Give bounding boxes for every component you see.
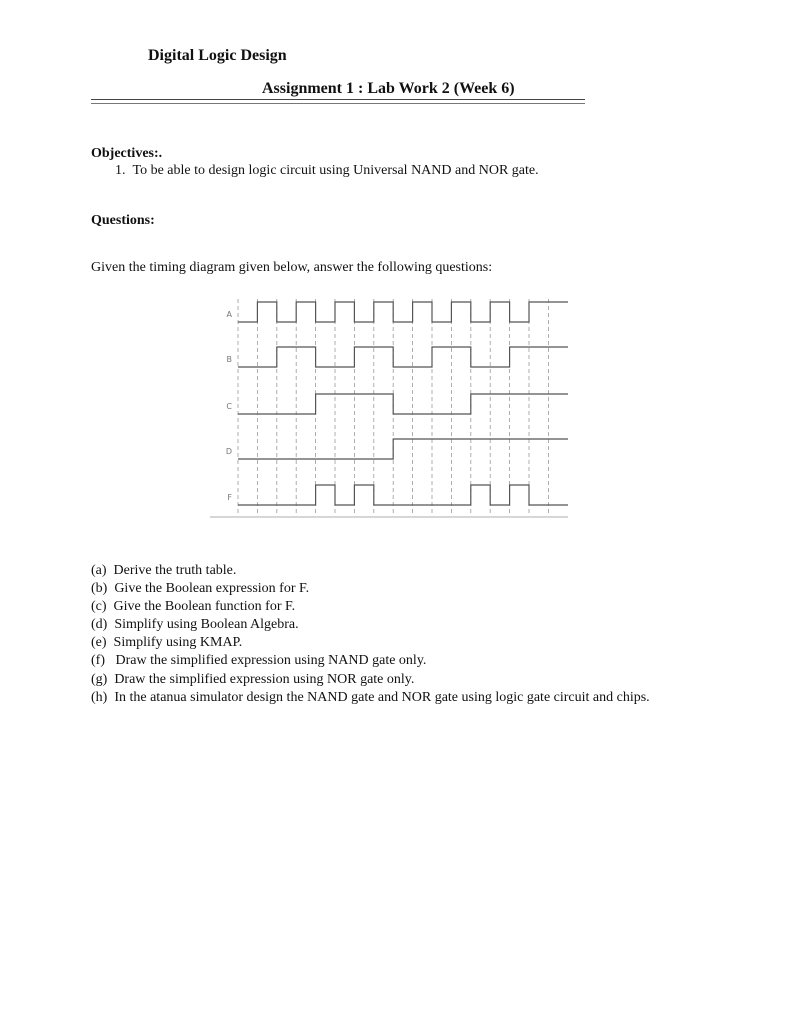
waveform-a: [238, 302, 568, 322]
course-title: Digital Logic Design: [148, 47, 287, 64]
question-item: (h) In the atanua simulator design the NAND gate and NOR gate using logic gate circuit and chips.: [91, 689, 650, 705]
question-item: (e) Simplify using KMAP.: [91, 635, 243, 651]
question-item: (g) Draw the simplified expression using NOR gate only.: [91, 671, 415, 687]
question-item: (f) Draw the simplified expression using NAND gate only.: [91, 653, 427, 669]
header-rule-secondary: [91, 103, 585, 104]
question-item: (b) Give the Boolean expression for F.: [91, 581, 310, 597]
waveform-d: [238, 439, 568, 459]
signal-label-c: C: [226, 402, 232, 411]
waveform-c: [238, 394, 568, 414]
objective-item: 1. To be able to design logic circuit using Universal NAND and NOR gate.: [115, 163, 539, 178]
timing-diagram: [200, 295, 585, 520]
waveform-b: [238, 347, 568, 367]
header-rule: [91, 99, 585, 100]
signal-label-d: D: [225, 447, 232, 456]
question-item: (c) Give the Boolean function for F.: [91, 599, 296, 615]
question-list: [91, 562, 650, 707]
questions-heading: Questions:: [91, 213, 155, 228]
signal-label-b: B: [226, 355, 232, 364]
question-item: (a) Derive the truth table.: [91, 563, 237, 578]
objectives-heading: Objectives:.: [91, 146, 163, 161]
signal-label-f: F: [227, 493, 232, 502]
questions-intro: Given the timing diagram given below, answer the following questions:: [91, 260, 493, 275]
assignment-title: Assignment 1 : Lab Work 2 (Week 6): [262, 80, 515, 97]
signal-label-a: A: [226, 310, 232, 319]
waveform-f: [238, 485, 568, 505]
question-item: (d) Simplify using Boolean Algebra.: [91, 617, 299, 633]
